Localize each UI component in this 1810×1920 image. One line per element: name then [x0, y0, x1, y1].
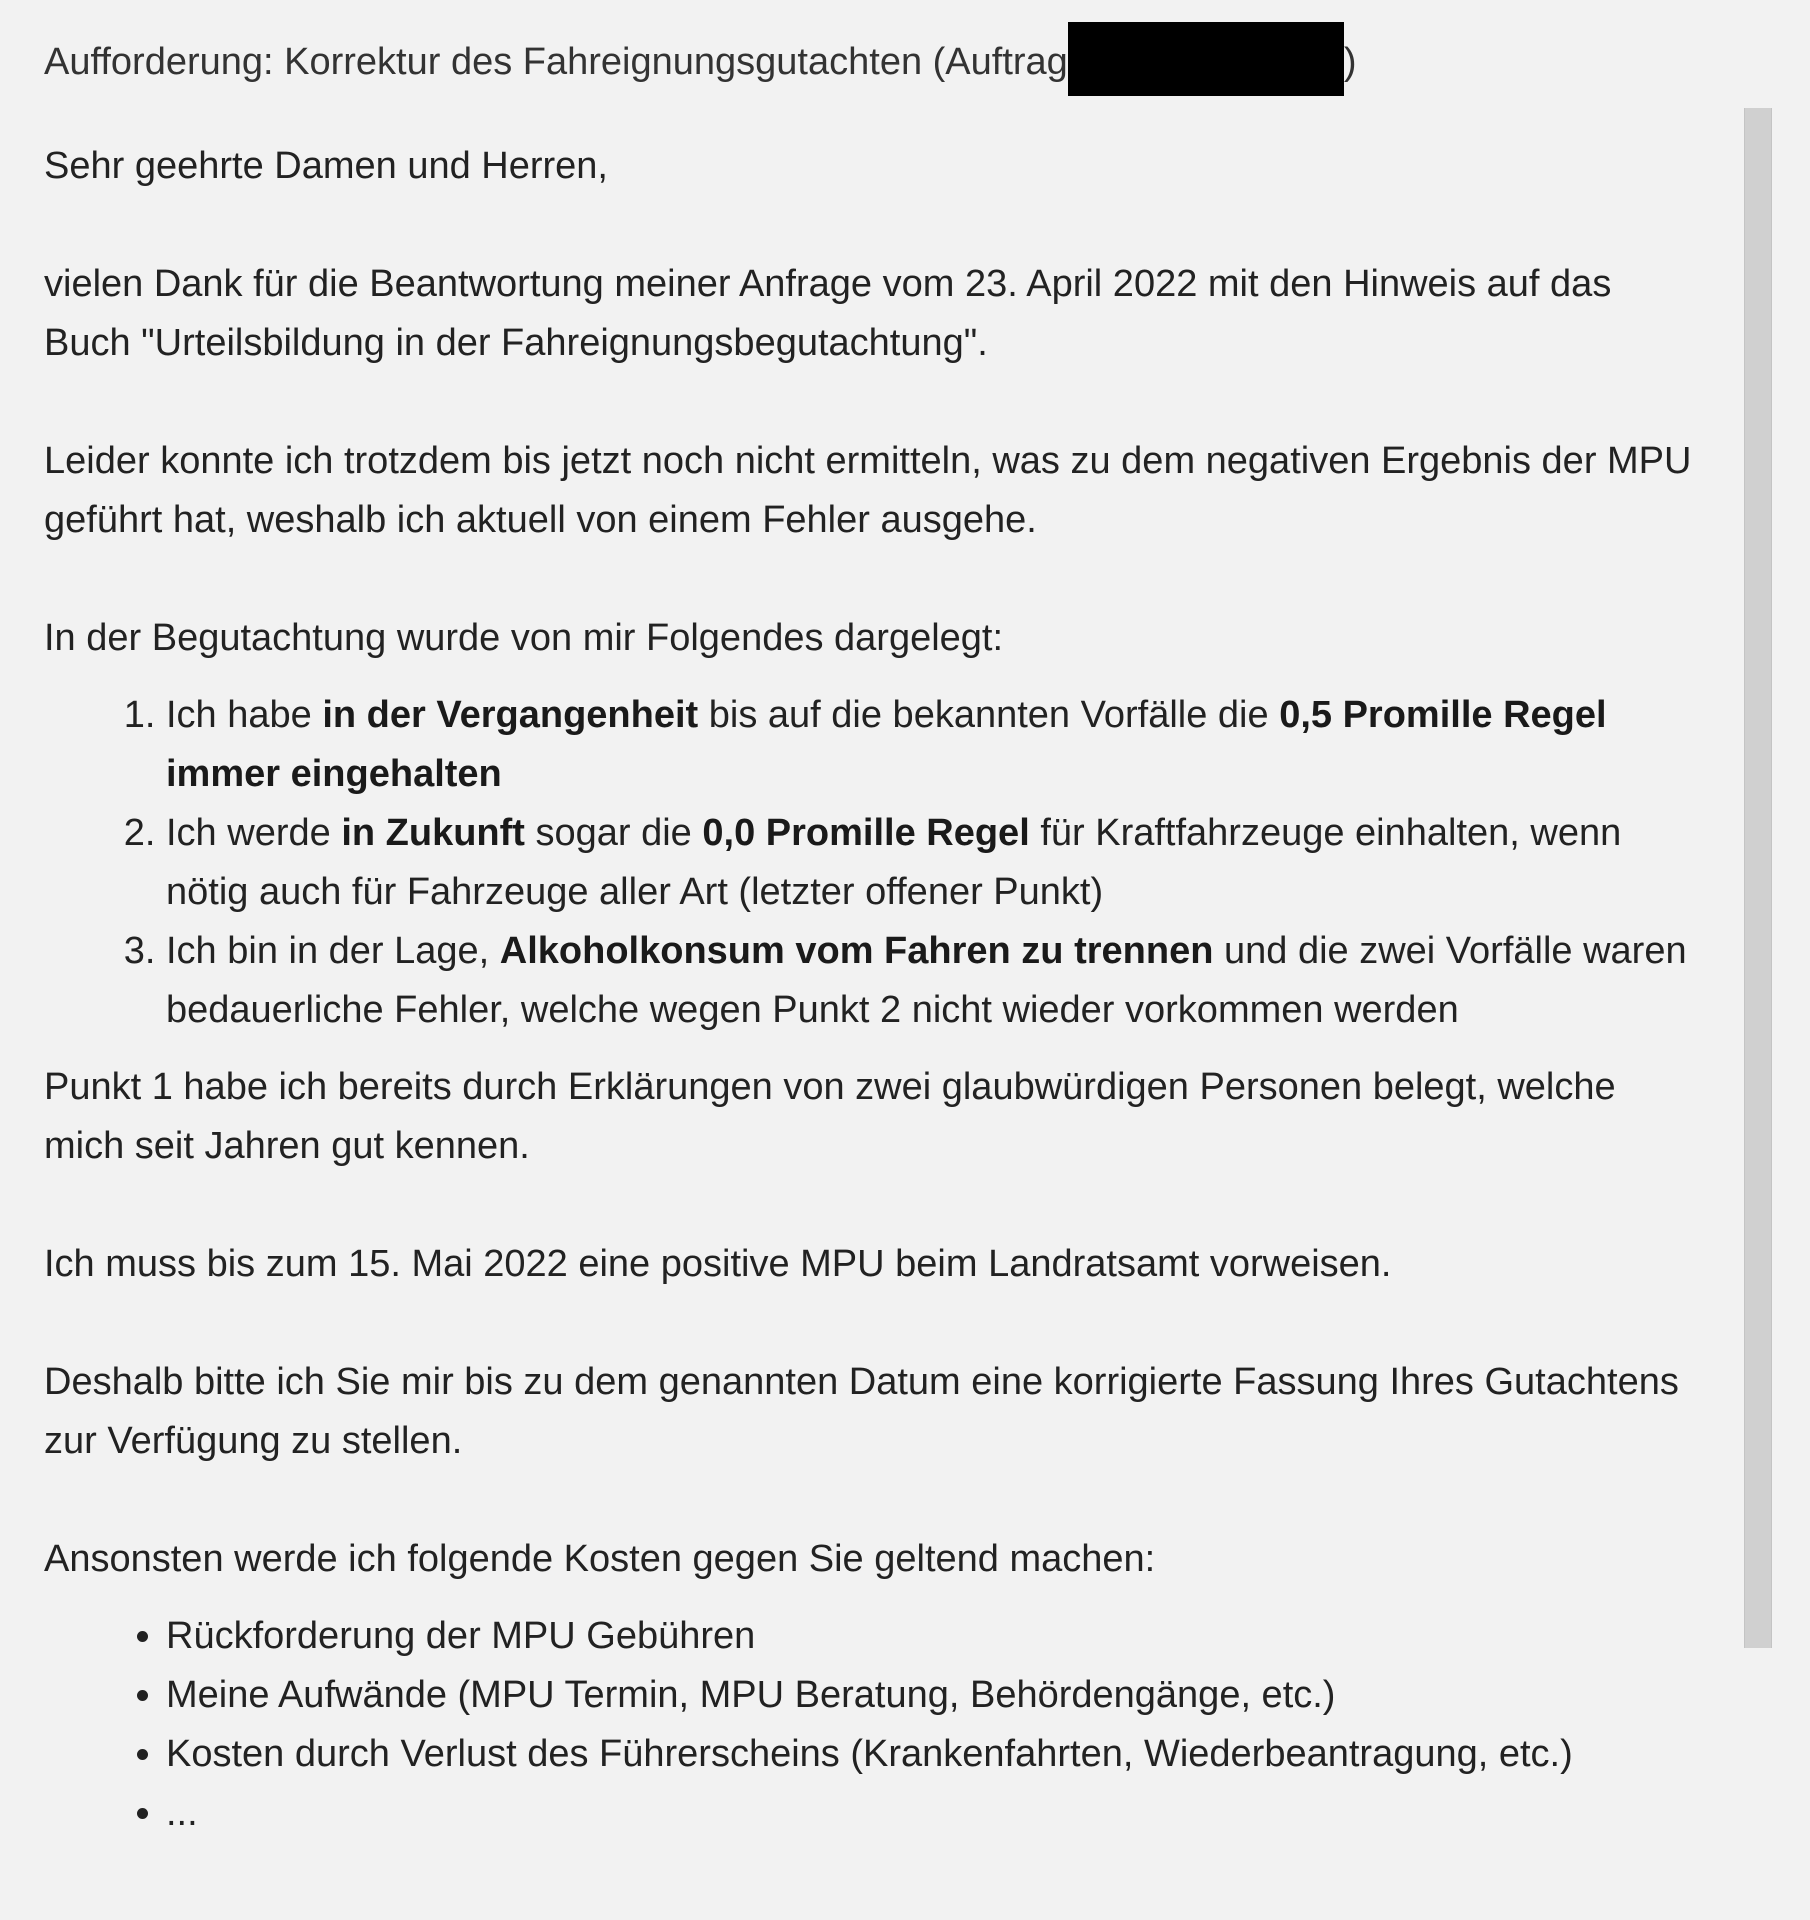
paragraph-deadline: Ich muss bis zum 15. Mai 2022 eine positive MPU beim Landratsamt vorweisen.	[44, 1243, 1392, 1285]
subject-text: Aufforderung: Korrektur des Fahreignungsgutachten (Auftrag	[44, 41, 1068, 83]
list-item: • Meine Aufwände (MPU Termin, MPU Beratung, Behördengänge, etc.)	[166, 1666, 1704, 1725]
numbered-points-list	[44, 686, 1704, 1040]
paragraph-thanks: vielen Dank für die Beantwortung meiner Anfrage vom 23. April 2022 mit den Hinweis auf das Buch "Urteilsbildung in der Fahreignungsbegutachtung".	[44, 263, 1612, 364]
subject-closing-paren: )	[1343, 41, 1357, 83]
redaction-block	[1068, 22, 1344, 96]
list-item: 3. Ich bin in der Lage, Alkoholkonsum vom Fahren zu trennen und die zwei Vorfälle waren bedauerliche Fehler, welche wegen Punkt 2 nicht wieder vorkommen werden	[166, 922, 1704, 1040]
list-item: • ...	[166, 1784, 1704, 1843]
email-subject	[44, 22, 1356, 96]
list-item: 2. Ich werde in Zukunft sogar die 0,0 Promille Regel für Kraftfahrzeuge einhalten, wenn nötig auch für Fahrzeuge aller Art (letzter offener Punkt)	[166, 804, 1704, 922]
list-item: • Rückforderung der MPU Gebühren	[166, 1607, 1704, 1666]
paragraph-costs-intro: Ansonsten werde ich folgende Kosten gegen Sie geltend machen:	[44, 1538, 1156, 1580]
costs-list	[44, 1607, 1704, 1843]
list-item: 1. Ich habe in der Vergangenheit bis auf die bekannten Vorfälle die 0,5 Promille Regel immer eingehalten	[166, 686, 1704, 804]
greeting: Sehr geehrte Damen und Herren,	[44, 145, 608, 187]
paragraph-no-result: Leider konnte ich trotzdem bis jetzt noch nicht ermitteln, was zu dem negativen Ergebnis der MPU geführt hat, weshalb ich aktuell von einem Fehler ausgehe.	[44, 440, 1692, 541]
scrollbar[interactable]	[1744, 108, 1772, 1648]
paragraph-intro-points: In der Begutachtung wurde von mir Folgendes dargelegt:	[44, 617, 1004, 659]
paragraph-request: Deshalb bitte ich Sie mir bis zu dem genannten Datum eine korrigierte Fassung Ihres Gutachtens zur Verfügung zu stellen.	[44, 1361, 1679, 1462]
list-item: • Kosten durch Verlust des Führerscheins (Krankenfahrten, Wiederbeantragung, etc.)	[166, 1725, 1704, 1784]
email-body	[44, 137, 1704, 1861]
paragraph-evidence: Punkt 1 habe ich bereits durch Erklärungen von zwei glaubwürdigen Personen belegt, welche mich seit Jahren gut kennen.	[44, 1066, 1616, 1167]
